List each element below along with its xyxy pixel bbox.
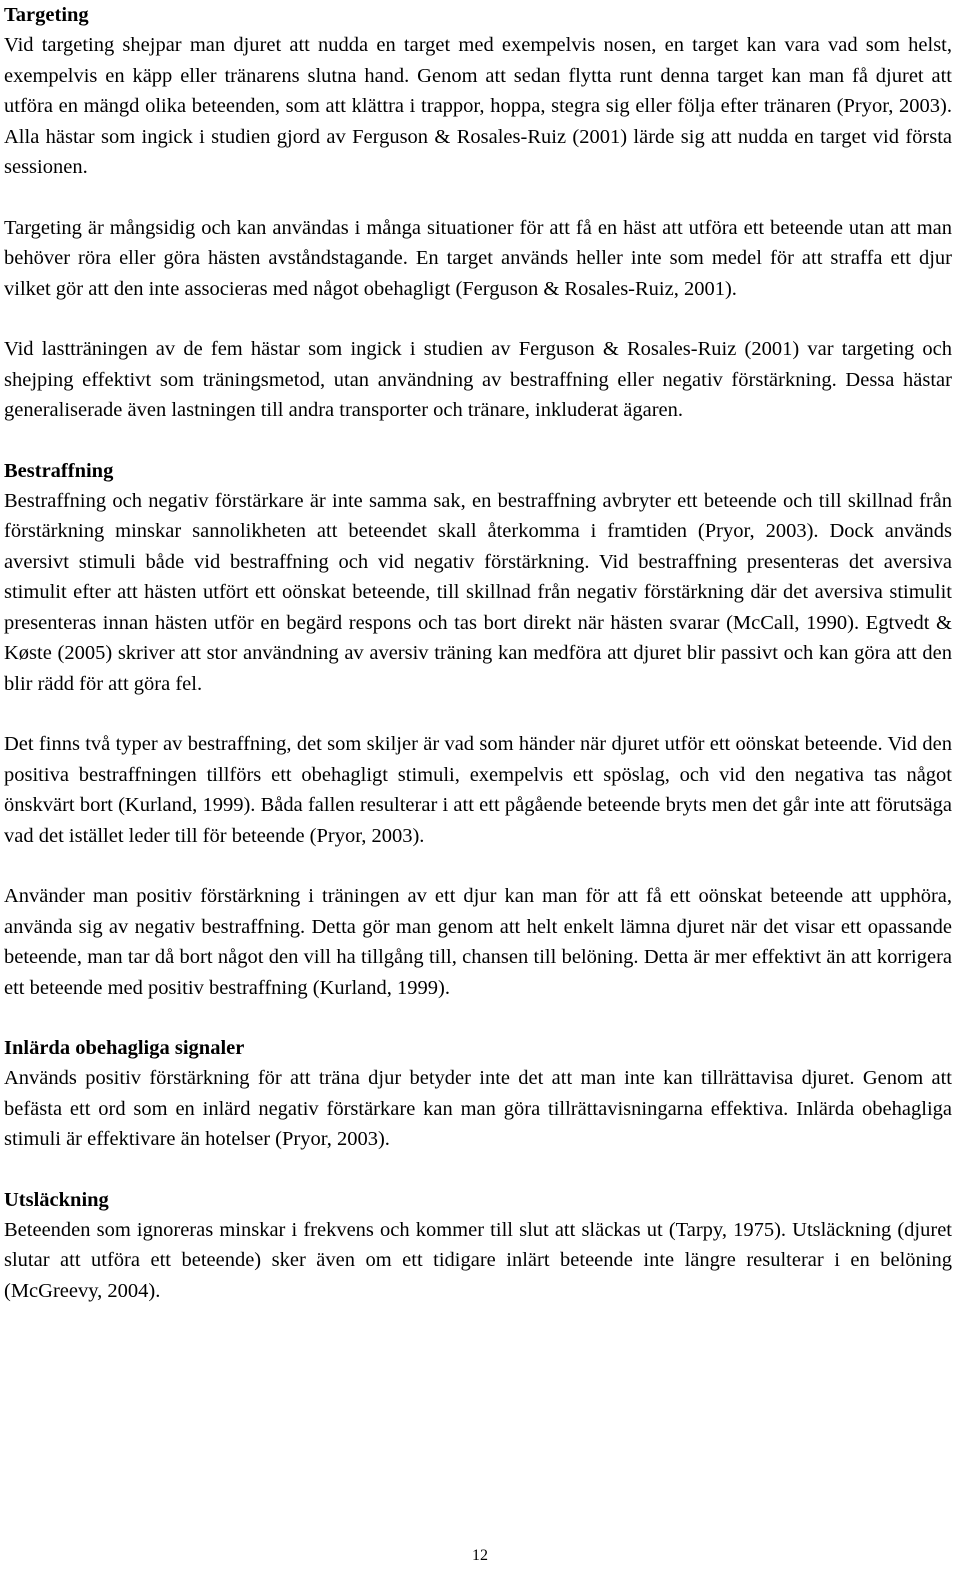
section-inlarda-obehagliga-signaler — [4, 1033, 952, 1155]
paragraph: Använder man positiv förstärkning i träningen av ett djur kan man för att få ett oönskat beteende att upphöra, använda sig av negativ bestraffning. Detta gör man genom att helt enkelt lämna djuret när det visar ett opassande beteende, man tar då bort något den vill ha tillgång till, chansen till belöning. Detta är mer effektivt än att korrigera ett beteende med positiv bestraffning (Kurland, 1999). — [4, 885, 952, 999]
section-utslackning — [4, 1185, 952, 1307]
section-heading: Utsläckning — [4, 1188, 109, 1211]
section-heading: Inlärda obehagliga signaler — [4, 1037, 245, 1059]
section-targeting — [4, 0, 952, 426]
paragraph: Används positiv förstärkning för att träna djur betyder inte det att man inte kan tillrättavisa djuret. Genom att befästa ett ord som en inlärd negativ förstärkare kan man göra tillrättavisningarna effektiva. Inlärda obehagliga stimuli är effektivare än hotelser (Pryor, 2003). — [4, 1067, 952, 1150]
paragraph: Beteenden som ignoreras minskar i frekvens och kommer till slut att släckas ut (Tarpy, 1975). Utsläckning (djuret slutar att utföra ett beteende) sker även om ett tidigare inlärt beteende inte längre resulterar i en belöning (McGreevy, 2004). — [4, 1218, 952, 1302]
page-number: 12 — [472, 1547, 488, 1564]
section-heading: Targeting — [4, 4, 89, 26]
paragraph: Bestraffning och negativ förstärkare är inte samma sak, en bestraffning avbryter ett beteende och till skillnad från förstärkning minskar sannolikheten att beteendet skall återkomma i framtiden (Pryor, 2003). Dock används aversivt stimuli både vid bestraffning och vid negativ förstärkning. Vid bestraffning presenteras det aversiva stimulit efter att hästen utfört ett oönskat beteende, till skillnad från negativ förstärkning där det aversiva stimulit presenteras innan hästen utför en begärd respons och tas bort direkt när hästen svarar (McCall, 1990). Egtvedt & Køste (2005) skriver att stor användning av aversiv träning kan medföra att djuret blir passivt och kan göra att den blir rädd för att göra fel. — [4, 489, 952, 695]
document-page — [4, 0, 952, 1306]
section-bestraffning — [4, 456, 952, 1004]
section-heading: Bestraffning — [4, 459, 114, 482]
paragraph: Det finns två typer av bestraffning, det som skiljer är vad som händer när djuret utför ett oönskat beteende. Vid den positiva bestraffningen tillförs ett obehagligt stimuli, exempelvis ett spöslag, och vid den negativa tas något önskvärt bort (Kurland, 1999). Båda fallen resulterar i att ett pågående beteende bryts men det går inte att förutsäga vad det istället leder till för beteende (Pryor, 2003). — [4, 733, 952, 847]
paragraph: Targeting är mångsidig och kan användas i många situationer för att få en häst att utföra ett beteende utan att man behöver röra eller göra hästen avståndstagande. En target används heller inte som medel för att straffa ett djur vilket gör att den inte associeras med något obehagligt (Ferguson & Rosales-Ruiz, 2001). — [4, 216, 952, 300]
paragraph: Vid targeting shejpar man djuret att nudda en target med exempelvis nosen, en target kan vara vad som helst, exempelvis en käpp eller tränarens slutna hand. Genom att sedan flytta runt denna target kan man få djuret att utföra en mängd olika beteenden, som att klättra i trappor, hoppa, stegra sig eller följa efter tränaren (Pryor, 2003). Alla hästar som ingick i studien gjord av Ferguson & Rosales-Ruiz (2001) lärde sig att nudda en target vid första sessionen. — [4, 34, 952, 178]
paragraph: Vid lastträningen av de fem hästar som ingick i studien av Ferguson & Rosales-Ruiz (2001) var targeting och shejping effektivt som träningsmetod, utan användning av bestraffning eller negativ förstärkning. Dessa hästar generaliserade även lastningen till andra transporter och tränare, inkluderat ägaren. — [4, 338, 952, 421]
